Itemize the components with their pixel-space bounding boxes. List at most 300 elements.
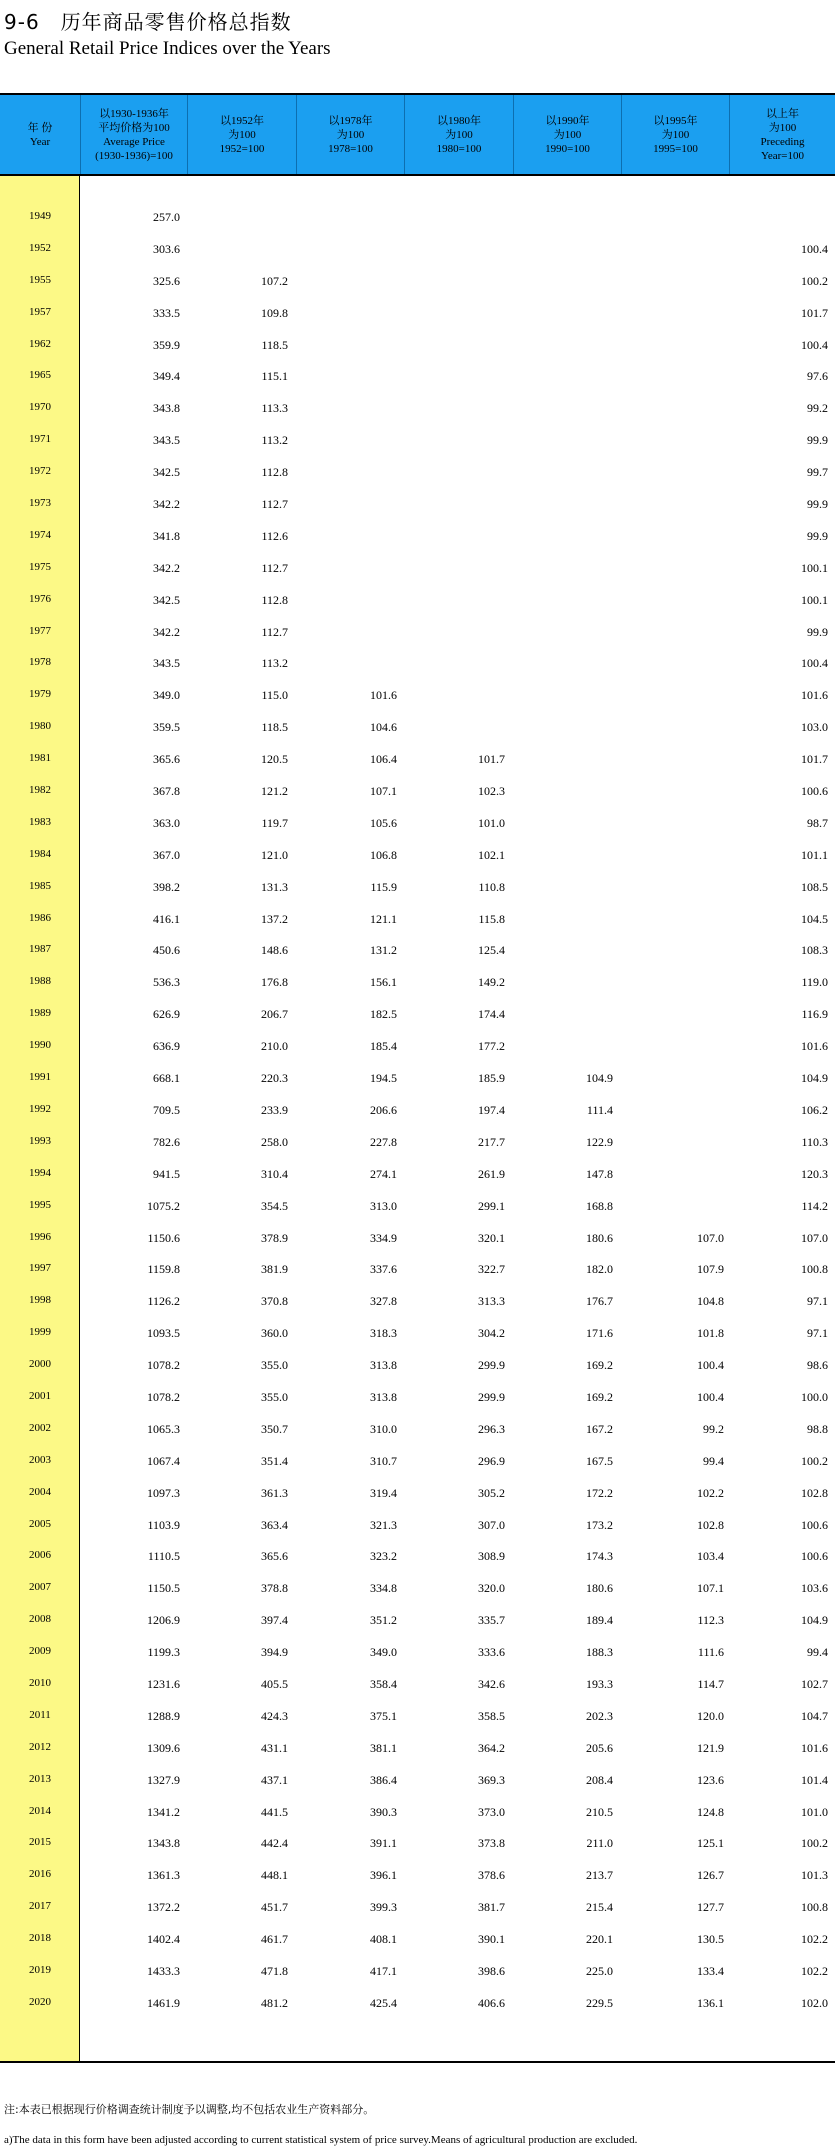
index-preceding-cell: 114.2 [801,1198,828,1213]
index-1990-cell: 213.7 [586,1868,613,1883]
header-preceding-year: 以上年 为100 Preceding Year=100 [729,95,835,174]
index-1990-cell: 169.2 [586,1358,613,1373]
year-cell: 1977 [29,624,51,637]
index-1930-cell: 1309.6 [147,1740,180,1755]
index-1952-cell: 355.0 [261,1358,288,1373]
index-1995-cell: 100.4 [697,1389,724,1404]
index-1978-cell: 390.3 [370,1804,397,1819]
index-preceding-cell: 99.9 [807,497,828,512]
table-row [0,234,835,266]
index-1978-cell: 185.4 [370,1039,397,1054]
year-cell: 2016 [29,1868,51,1881]
table-row [0,298,835,330]
index-1978-cell: 107.1 [370,784,397,799]
index-1990-cell: 182.0 [586,1262,613,1277]
index-preceding-cell: 102.7 [801,1676,828,1691]
table-row [0,1446,835,1478]
table-row [0,361,835,393]
table-row [0,457,835,489]
table-row [0,202,835,234]
year-cell: 2002 [29,1421,51,1434]
index-1990-cell: 202.3 [586,1708,613,1723]
index-1952-cell: 310.4 [261,1166,288,1181]
index-1930-cell: 365.6 [153,752,180,767]
year-cell: 1983 [29,815,51,828]
index-1978-cell: 319.4 [370,1485,397,1500]
index-1952-cell: 233.9 [261,1102,288,1117]
year-cell: 2007 [29,1581,51,1594]
index-1930-cell: 367.0 [153,847,180,862]
year-cell: 2015 [29,1836,51,1849]
index-preceding-cell: 101.3 [801,1868,828,1883]
index-1952-cell: 131.3 [261,879,288,894]
index-1990-cell: 147.8 [586,1166,613,1181]
index-1952-cell: 112.8 [261,465,288,480]
index-preceding-cell: 104.5 [801,911,828,926]
index-1978-cell: 310.7 [370,1453,397,1468]
year-cell: 1979 [29,688,51,701]
year-cell: 2000 [29,1358,51,1371]
year-cell: 1973 [29,497,51,510]
index-1930-cell: 1361.3 [147,1868,180,1883]
index-1930-cell: 343.5 [153,656,180,671]
index-preceding-cell: 102.0 [801,1995,828,2010]
header-base-1980: 以1980年 为100 1980=100 [404,95,513,174]
index-1952-cell: 361.3 [261,1485,288,1500]
index-1952-cell: 121.2 [261,784,288,799]
index-1990-cell: 215.4 [586,1900,613,1915]
table-row [0,1063,835,1095]
index-preceding-cell: 107.0 [801,1230,828,1245]
index-preceding-cell: 110.3 [801,1134,828,1149]
index-1930-cell: 342.5 [153,592,180,607]
index-1990-cell: 173.2 [586,1517,613,1532]
year-cell: 1957 [29,305,51,318]
index-1990-cell: 205.6 [586,1740,613,1755]
index-1980-cell: 320.0 [478,1581,505,1596]
index-1952-cell: 113.2 [261,656,288,671]
index-1980-cell: 305.2 [478,1485,505,1500]
index-1980-cell: 333.6 [478,1645,505,1660]
index-1930-cell: 325.6 [153,273,180,288]
index-1978-cell: 106.4 [370,752,397,767]
index-1952-cell: 441.5 [261,1804,288,1819]
index-1980-cell: 296.9 [478,1453,505,1468]
table-row [0,1924,835,1956]
index-1990-cell: 193.3 [586,1676,613,1691]
index-preceding-cell: 108.5 [801,879,828,894]
table-row [0,1956,835,1988]
index-1930-cell: 1103.9 [147,1517,180,1532]
index-1978-cell: 375.1 [370,1708,397,1723]
table-row [0,1382,835,1414]
table-row [0,935,835,967]
index-1980-cell: 102.3 [478,784,505,799]
index-1952-cell: 378.9 [261,1230,288,1245]
index-1995-cell: 126.7 [697,1868,724,1883]
index-1952-cell: 148.6 [261,943,288,958]
index-1995-cell: 120.0 [697,1708,724,1723]
footnote-cn: 注:本表已根据现行价格调查统计制度予以调整,均不包括农业生产资料部分。 [4,2103,375,2116]
table-row [0,808,835,840]
year-cell: 2011 [29,1708,51,1721]
index-1990-cell: 104.9 [586,1071,613,1086]
index-1978-cell: 381.1 [370,1740,397,1755]
table-row [0,1701,835,1733]
index-preceding-cell: 100.4 [801,337,828,352]
index-1995-cell: 107.0 [697,1230,724,1245]
year-cell: 1997 [29,1262,51,1275]
header-base-1990: 以1990年 为100 1990=100 [513,95,621,174]
index-1980-cell: 369.3 [478,1772,505,1787]
index-1980-cell: 185.9 [478,1071,505,1086]
table-row [0,776,835,808]
index-1978-cell: 115.9 [370,879,397,894]
year-cell: 1987 [29,943,51,956]
index-1952-cell: 397.4 [261,1613,288,1628]
index-1995-cell: 104.8 [697,1294,724,1309]
index-1952-cell: 112.8 [261,592,288,607]
table-row [0,1414,835,1446]
year-cell: 1986 [29,911,51,924]
index-1930-cell: 257.0 [153,210,180,224]
index-preceding-cell: 102.8 [801,1485,828,1500]
index-1978-cell: 321.3 [370,1517,397,1532]
index-preceding-cell: 104.9 [801,1613,828,1628]
table-row [0,680,835,712]
index-1952-cell: 113.3 [261,401,288,416]
index-1978-cell: 131.2 [370,943,397,958]
year-cell: 1995 [29,1198,51,1211]
index-1990-cell: 180.6 [586,1230,613,1245]
index-1980-cell: 398.6 [478,1963,505,1978]
index-1930-cell: 1343.8 [147,1836,180,1851]
year-cell: 1988 [29,975,51,988]
year-cell: 2014 [29,1804,51,1817]
index-1952-cell: 112.6 [261,528,288,543]
index-1990-cell: 208.4 [586,1772,613,1787]
index-1952-cell: 451.7 [261,1900,288,1915]
index-1978-cell: 386.4 [370,1772,397,1787]
header-base-1930: 以1930-1936年 平均价格为100 Average Price (1930-1936)=100 [80,95,187,174]
year-cell: 2012 [29,1740,51,1753]
index-1978-cell: 182.5 [370,1007,397,1022]
index-1930-cell: 1075.2 [147,1198,180,1213]
index-1978-cell: 227.8 [370,1134,397,1149]
table-row [0,1350,835,1382]
table-row [0,1828,835,1860]
year-cell: 2001 [29,1389,51,1402]
year-cell: 2004 [29,1485,51,1498]
index-1952-cell: 112.7 [261,624,288,639]
table-row [0,1605,835,1637]
index-1952-cell: 378.8 [261,1581,288,1596]
index-1995-cell: 107.1 [697,1581,724,1596]
index-1952-cell: 176.8 [261,975,288,990]
index-1990-cell: 211.0 [586,1836,613,1851]
table-row [0,1637,835,1669]
index-1930-cell: 1199.3 [147,1645,180,1660]
index-1952-cell: 115.0 [261,688,288,703]
index-1995-cell: 111.6 [697,1645,724,1660]
index-preceding-cell: 101.7 [801,305,828,320]
table-row [0,712,835,744]
table-title-en: General Retail Price Indices over the Years [4,38,331,59]
year-cell: 1972 [29,465,51,478]
year-cell: 2006 [29,1549,51,1562]
index-preceding-cell: 116.9 [801,1007,828,1022]
year-cell: 2018 [29,1932,51,1945]
table-row [0,1669,835,1701]
table-header [0,95,835,174]
year-cell: 2020 [29,1995,51,2008]
index-1980-cell: 174.4 [478,1007,505,1022]
table-row [0,999,835,1031]
index-1952-cell: 350.7 [261,1421,288,1436]
table-row [0,489,835,521]
index-1930-cell: 668.1 [153,1071,180,1086]
index-1995-cell: 103.4 [697,1549,724,1564]
table-row [0,648,835,680]
index-1995-cell: 136.1 [697,1995,724,2010]
table-row [0,1095,835,1127]
year-cell: 1952 [29,241,51,254]
index-1978-cell: 334.9 [370,1230,397,1245]
index-preceding-cell: 100.6 [801,1517,828,1532]
index-1990-cell: 169.2 [586,1389,613,1404]
index-1978-cell: 396.1 [370,1868,397,1883]
table-row [0,967,835,999]
index-1930-cell: 359.9 [153,337,180,352]
index-1930-cell: 709.5 [153,1102,180,1117]
year-cell: 1976 [29,592,51,605]
index-1995-cell: 102.2 [697,1485,724,1500]
index-1978-cell: 194.5 [370,1071,397,1086]
index-1952-cell: 112.7 [261,497,288,512]
index-preceding-cell: 99.7 [807,465,828,480]
year-cell: 2019 [29,1963,51,1976]
bottom-rule [0,2061,835,2063]
index-1952-cell: 118.5 [261,337,288,352]
index-1930-cell: 1402.4 [147,1932,180,1947]
index-1930-cell: 1078.2 [147,1358,180,1373]
table-row [0,744,835,776]
index-1930-cell: 941.5 [153,1166,180,1181]
table-row [0,521,835,553]
index-1930-cell: 398.2 [153,879,180,894]
index-1980-cell: 406.6 [478,1995,505,2010]
index-preceding-cell: 103.6 [801,1581,828,1596]
index-1930-cell: 333.5 [153,305,180,320]
index-1930-cell: 1065.3 [147,1421,180,1436]
index-1930-cell: 343.5 [153,433,180,448]
index-preceding-cell: 100.1 [801,592,828,607]
index-preceding-cell: 100.2 [801,1836,828,1851]
year-cell: 1989 [29,1007,51,1020]
index-1990-cell: 180.6 [586,1581,613,1596]
index-1930-cell: 359.5 [153,720,180,735]
table-row [0,553,835,585]
index-1978-cell: 101.6 [370,688,397,703]
index-1978-cell: 274.1 [370,1166,397,1181]
index-1978-cell: 318.3 [370,1326,397,1341]
index-preceding-cell: 100.6 [801,784,828,799]
index-1978-cell: 206.6 [370,1102,397,1117]
index-1930-cell: 1078.2 [147,1389,180,1404]
year-cell: 1974 [29,528,51,541]
index-1980-cell: 101.7 [478,752,505,767]
table-row [0,617,835,649]
index-1980-cell: 101.0 [478,815,505,830]
index-1990-cell: 225.0 [586,1963,613,1978]
index-1952-cell: 437.1 [261,1772,288,1787]
index-1952-cell: 355.0 [261,1389,288,1404]
index-1930-cell: 450.6 [153,943,180,958]
year-cell: 1982 [29,784,51,797]
index-1978-cell: 105.6 [370,815,397,830]
index-1995-cell: 127.7 [697,1900,724,1915]
index-preceding-cell: 99.9 [807,624,828,639]
index-1952-cell: 206.7 [261,1007,288,1022]
index-1978-cell: 327.8 [370,1294,397,1309]
index-preceding-cell: 120.3 [801,1166,828,1181]
index-1952-cell: 113.2 [261,433,288,448]
index-1952-cell: 405.5 [261,1676,288,1691]
index-1978-cell: 337.6 [370,1262,397,1277]
year-cell: 1984 [29,847,51,860]
index-1978-cell: 121.1 [370,911,397,926]
index-1995-cell: 112.3 [697,1613,724,1628]
index-1978-cell: 351.2 [370,1613,397,1628]
index-1980-cell: 217.7 [478,1134,505,1149]
index-preceding-cell: 100.4 [801,656,828,671]
index-preceding-cell: 100.2 [801,1453,828,1468]
index-1952-cell: 394.9 [261,1645,288,1660]
table-row [0,904,835,936]
table-row [0,1159,835,1191]
index-1930-cell: 342.2 [153,560,180,575]
index-1980-cell: 110.8 [478,879,505,894]
index-1952-cell: 109.8 [261,305,288,320]
table-row [0,1541,835,1573]
index-preceding-cell: 100.4 [801,241,828,256]
index-preceding-cell: 97.1 [807,1294,828,1309]
index-1978-cell: 156.1 [370,975,397,990]
index-1952-cell: 119.7 [261,815,288,830]
index-preceding-cell: 100.8 [801,1900,828,1915]
index-1990-cell: 111.4 [586,1102,613,1117]
index-1978-cell: 425.4 [370,1995,397,2010]
table-row [0,1765,835,1797]
year-cell: 1994 [29,1166,51,1179]
table-row [0,1797,835,1829]
index-1990-cell: 122.9 [586,1134,613,1149]
index-preceding-cell: 101.6 [801,1740,828,1755]
index-1980-cell: 364.2 [478,1740,505,1755]
index-1995-cell: 125.1 [697,1836,724,1851]
index-1930-cell: 1097.3 [147,1485,180,1500]
index-1990-cell: 172.2 [586,1485,613,1500]
index-1980-cell: 296.3 [478,1421,505,1436]
table-row [0,840,835,872]
index-1952-cell: 442.4 [261,1836,288,1851]
year-cell: 1985 [29,879,51,892]
year-cell: 1978 [29,656,51,669]
year-cell: 2009 [29,1645,51,1658]
index-1952-cell: 351.4 [261,1453,288,1468]
index-preceding-cell: 100.8 [801,1262,828,1277]
header-base-1978: 以1978年 为100 1978=100 [296,95,404,174]
index-1930-cell: 342.5 [153,465,180,480]
index-1980-cell: 299.9 [478,1389,505,1404]
index-1980-cell: 125.4 [478,943,505,958]
index-1980-cell: 373.8 [478,1836,505,1851]
table-row [0,1573,835,1605]
header-year: 年 份 Year [27,121,53,148]
year-cell: 2008 [29,1613,51,1626]
index-1930-cell: 626.9 [153,1007,180,1022]
index-1930-cell: 1110.5 [147,1549,180,1564]
table-row [0,1892,835,1924]
index-preceding-cell: 101.6 [801,1039,828,1054]
year-cell: 2017 [29,1900,51,1913]
year-cell: 2013 [29,1772,51,1785]
index-1995-cell: 114.7 [697,1676,724,1691]
index-1978-cell: 334.8 [370,1581,397,1596]
index-1930-cell: 1159.8 [147,1262,180,1277]
index-1978-cell: 104.6 [370,720,397,735]
index-1952-cell: 220.3 [261,1071,288,1086]
year-cell: 1949 [29,210,51,222]
index-1990-cell: 188.3 [586,1645,613,1660]
index-1990-cell: 189.4 [586,1613,613,1628]
table-row [0,1318,835,1350]
index-1990-cell: 168.8 [586,1198,613,1213]
index-preceding-cell: 104.9 [801,1071,828,1086]
index-preceding-cell: 103.0 [801,720,828,735]
year-cell: 2003 [29,1453,51,1466]
year-cell: 1996 [29,1230,51,1243]
table-row [0,1478,835,1510]
index-preceding-cell: 99.9 [807,528,828,543]
index-preceding-cell: 99.4 [807,1645,828,1660]
index-1930-cell: 1150.6 [147,1230,180,1245]
index-1980-cell: 197.4 [478,1102,505,1117]
index-1995-cell: 99.4 [703,1453,724,1468]
index-1930-cell: 349.0 [153,688,180,703]
index-1978-cell: 391.1 [370,1836,397,1851]
index-1980-cell: 313.3 [478,1294,505,1309]
index-1952-cell: 118.5 [261,720,288,735]
index-1930-cell: 303.6 [153,241,180,256]
index-1990-cell: 167.5 [586,1453,613,1468]
index-1978-cell: 358.4 [370,1676,397,1691]
index-1978-cell: 106.8 [370,847,397,862]
index-1980-cell: 177.2 [478,1039,505,1054]
index-1952-cell: 354.5 [261,1198,288,1213]
index-1978-cell: 313.0 [370,1198,397,1213]
index-1978-cell: 323.2 [370,1549,397,1564]
index-1952-cell: 365.6 [261,1549,288,1564]
year-cell: 1999 [29,1326,51,1339]
index-1980-cell: 307.0 [478,1517,505,1532]
table-row [0,1510,835,1542]
table-row [0,1031,835,1063]
index-preceding-cell: 101.6 [801,688,828,703]
index-1930-cell: 367.8 [153,784,180,799]
index-1978-cell: 349.0 [370,1645,397,1660]
year-cell: 1955 [29,273,51,286]
